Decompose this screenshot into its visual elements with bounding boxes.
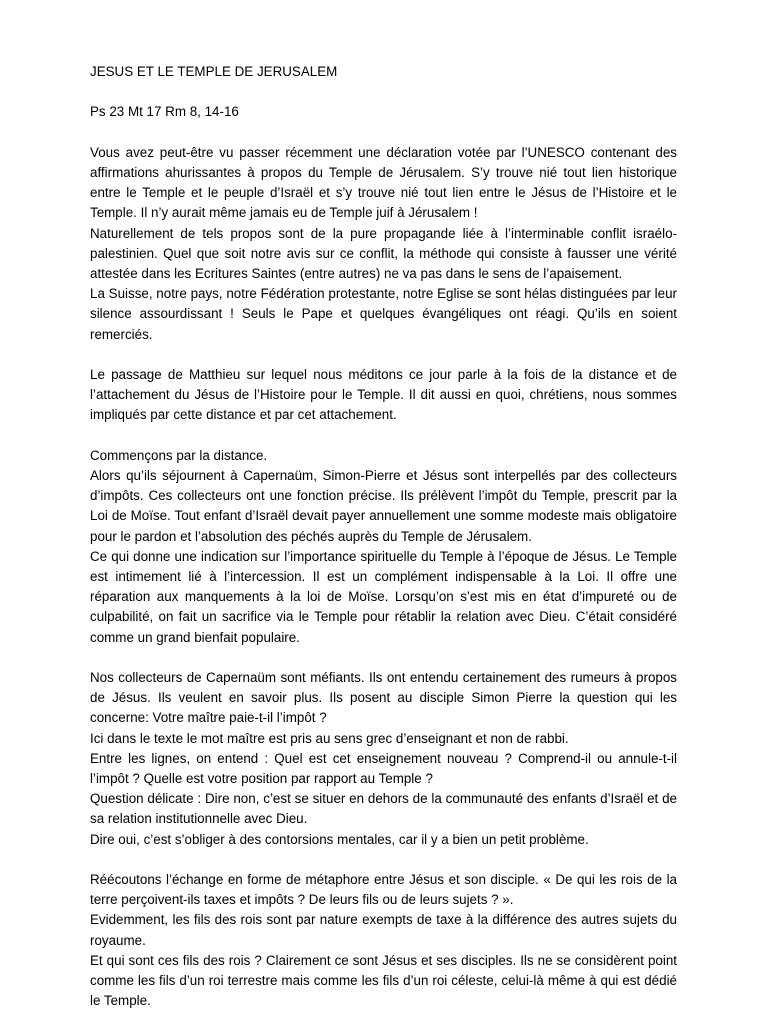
paragraph: Ce qui donne une indication sur l’importance spirituelle du Temple à l’époque de Jésus. Le Temple est intimement lié à l’intercession. Il est un complément indispensable à la Loi. Il offre une réparation aux manquements à la loi de Moïse. Lorsqu’on s’est mis en état d’impureté ou de culpabilité, on fait un sacrifice via le Temple pour rétablir la relation avec Dieu. C’était considéré comme un grand bienfait populaire. — [90, 548, 677, 645]
section-metaphor — [90, 870, 677, 1011]
document-body — [90, 62, 677, 1032]
paragraph: Naturellement de tels propos sont de la pure propagande liée à l’interminable conflit israélo-palestinien. Quel que soit notre avis sur ce conflit, la méthode qui consiste à fausser une vérité attestée dans les Ecritures Saintes (entre autres) ne va pas dans le sens de l’apaisement. — [90, 225, 677, 281]
paragraph: Et qui sont ces fils des rois ? Clairement ce sont Jésus et ses disciples. Ils ne se considèrent point comme les fils d’un roi terrestre mais comme les fils d’un roi céleste, celui-là même à qui est dédié le Temple. — [90, 952, 677, 1009]
paragraph: Commençons par la distance. — [90, 447, 268, 463]
paragraph: La Suisse, notre pays, notre Fédération protestante, notre Eglise se sont hélas distinguées par leur silence assourdissant ! Seuls le Pape et quelques évangéliques ont réagi. Qu’ils en soient remerciés. — [90, 286, 677, 342]
paragraph: Vous avez peut-être vu passer récemment une déclaration votée par l’UNESCO contenant des affirmations ahurissantes à propos du Temple de Jérusalem. S’y trouve nié tout lien historique entre le Temple et le peuple d’Israël et s’y trouve nié tout lien entre le Jésus de l’Histoire et le Temple. Il n’y aurait même jamais eu de Temple juif à Jérusalem ! — [90, 144, 677, 221]
paragraph: Dire oui, c’est s’obliger à des contorsions mentales, car il y a bien un petit problème. — [90, 831, 589, 847]
scripture-references — [90, 102, 677, 122]
paragraph: Ici dans le texte le mot maître est pris au sens grec d’enseignant et non de rabbi. — [90, 730, 569, 746]
section-unesco — [90, 143, 677, 345]
paragraph: Question délicate : Dire non, c’est se situer en dehors de la communauté des enfants d’Israël et de sa relation institutionnelle avec Dieu. — [90, 791, 677, 827]
section-matthew-intro — [90, 365, 677, 426]
title-text: JESUS ET LE TEMPLE DE JERUSALEM — [90, 64, 338, 79]
references-text: Ps 23 Mt 17 Rm 8, 14-16 — [90, 104, 239, 120]
paragraph: Nos collecteurs de Capernaüm sont méfiants. Ils ont entendu certainement des rumeurs à propos de Jésus. Ils veulent en savoir plus. Ils posent au disciple Simon Pierre la question qui les concerne: Votre maître paie-t-il l’impôt ? — [90, 670, 677, 726]
paragraph: Réécoutons l’échange en forme de métaphore entre Jésus et son disciple. « De qui les rois de la terre perçoivent-ils taxes et impôts ? De leurs fils ou de leurs sujets ? ». — [90, 872, 677, 908]
document-title — [90, 62, 677, 82]
paragraph: Entre les lignes, on entend : Quel est cet enseignement nouveau ? Comprend-il ou annule-t-il l’impôt ? Quelle est votre position par rapport au Temple ? — [90, 750, 677, 787]
paragraph: Evidemment, les fils des rois sont par nature exempts de taxe à la différence des autres sujets du royaume. — [90, 912, 677, 948]
section-distance — [90, 446, 677, 648]
section-collectors — [90, 668, 677, 850]
paragraph: Alors qu’ils séjournent à Capernaüm, Simon-Pierre et Jésus sont interpellés par des collecteurs d’impôts. Ces collecteurs ont une fonction précise. Ils prélèvent l’impôt du Temple, prescrit par la Loi de Moïse. Tout enfant d’Israël devait payer annuellement une somme modeste mais obligatoire pour le pardon et l’absolution des péchés auprès du Temple de Jérusalem. — [90, 468, 677, 544]
paragraph: Le passage de Matthieu sur lequel nous méditons ce jour parle à la fois de la distance et de l’attachement du Jésus de l’Histoire pour le Temple. Il dit aussi en quoi, chrétiens, nous sommes impliqués par cette distance et par cet attachement. — [90, 367, 677, 423]
